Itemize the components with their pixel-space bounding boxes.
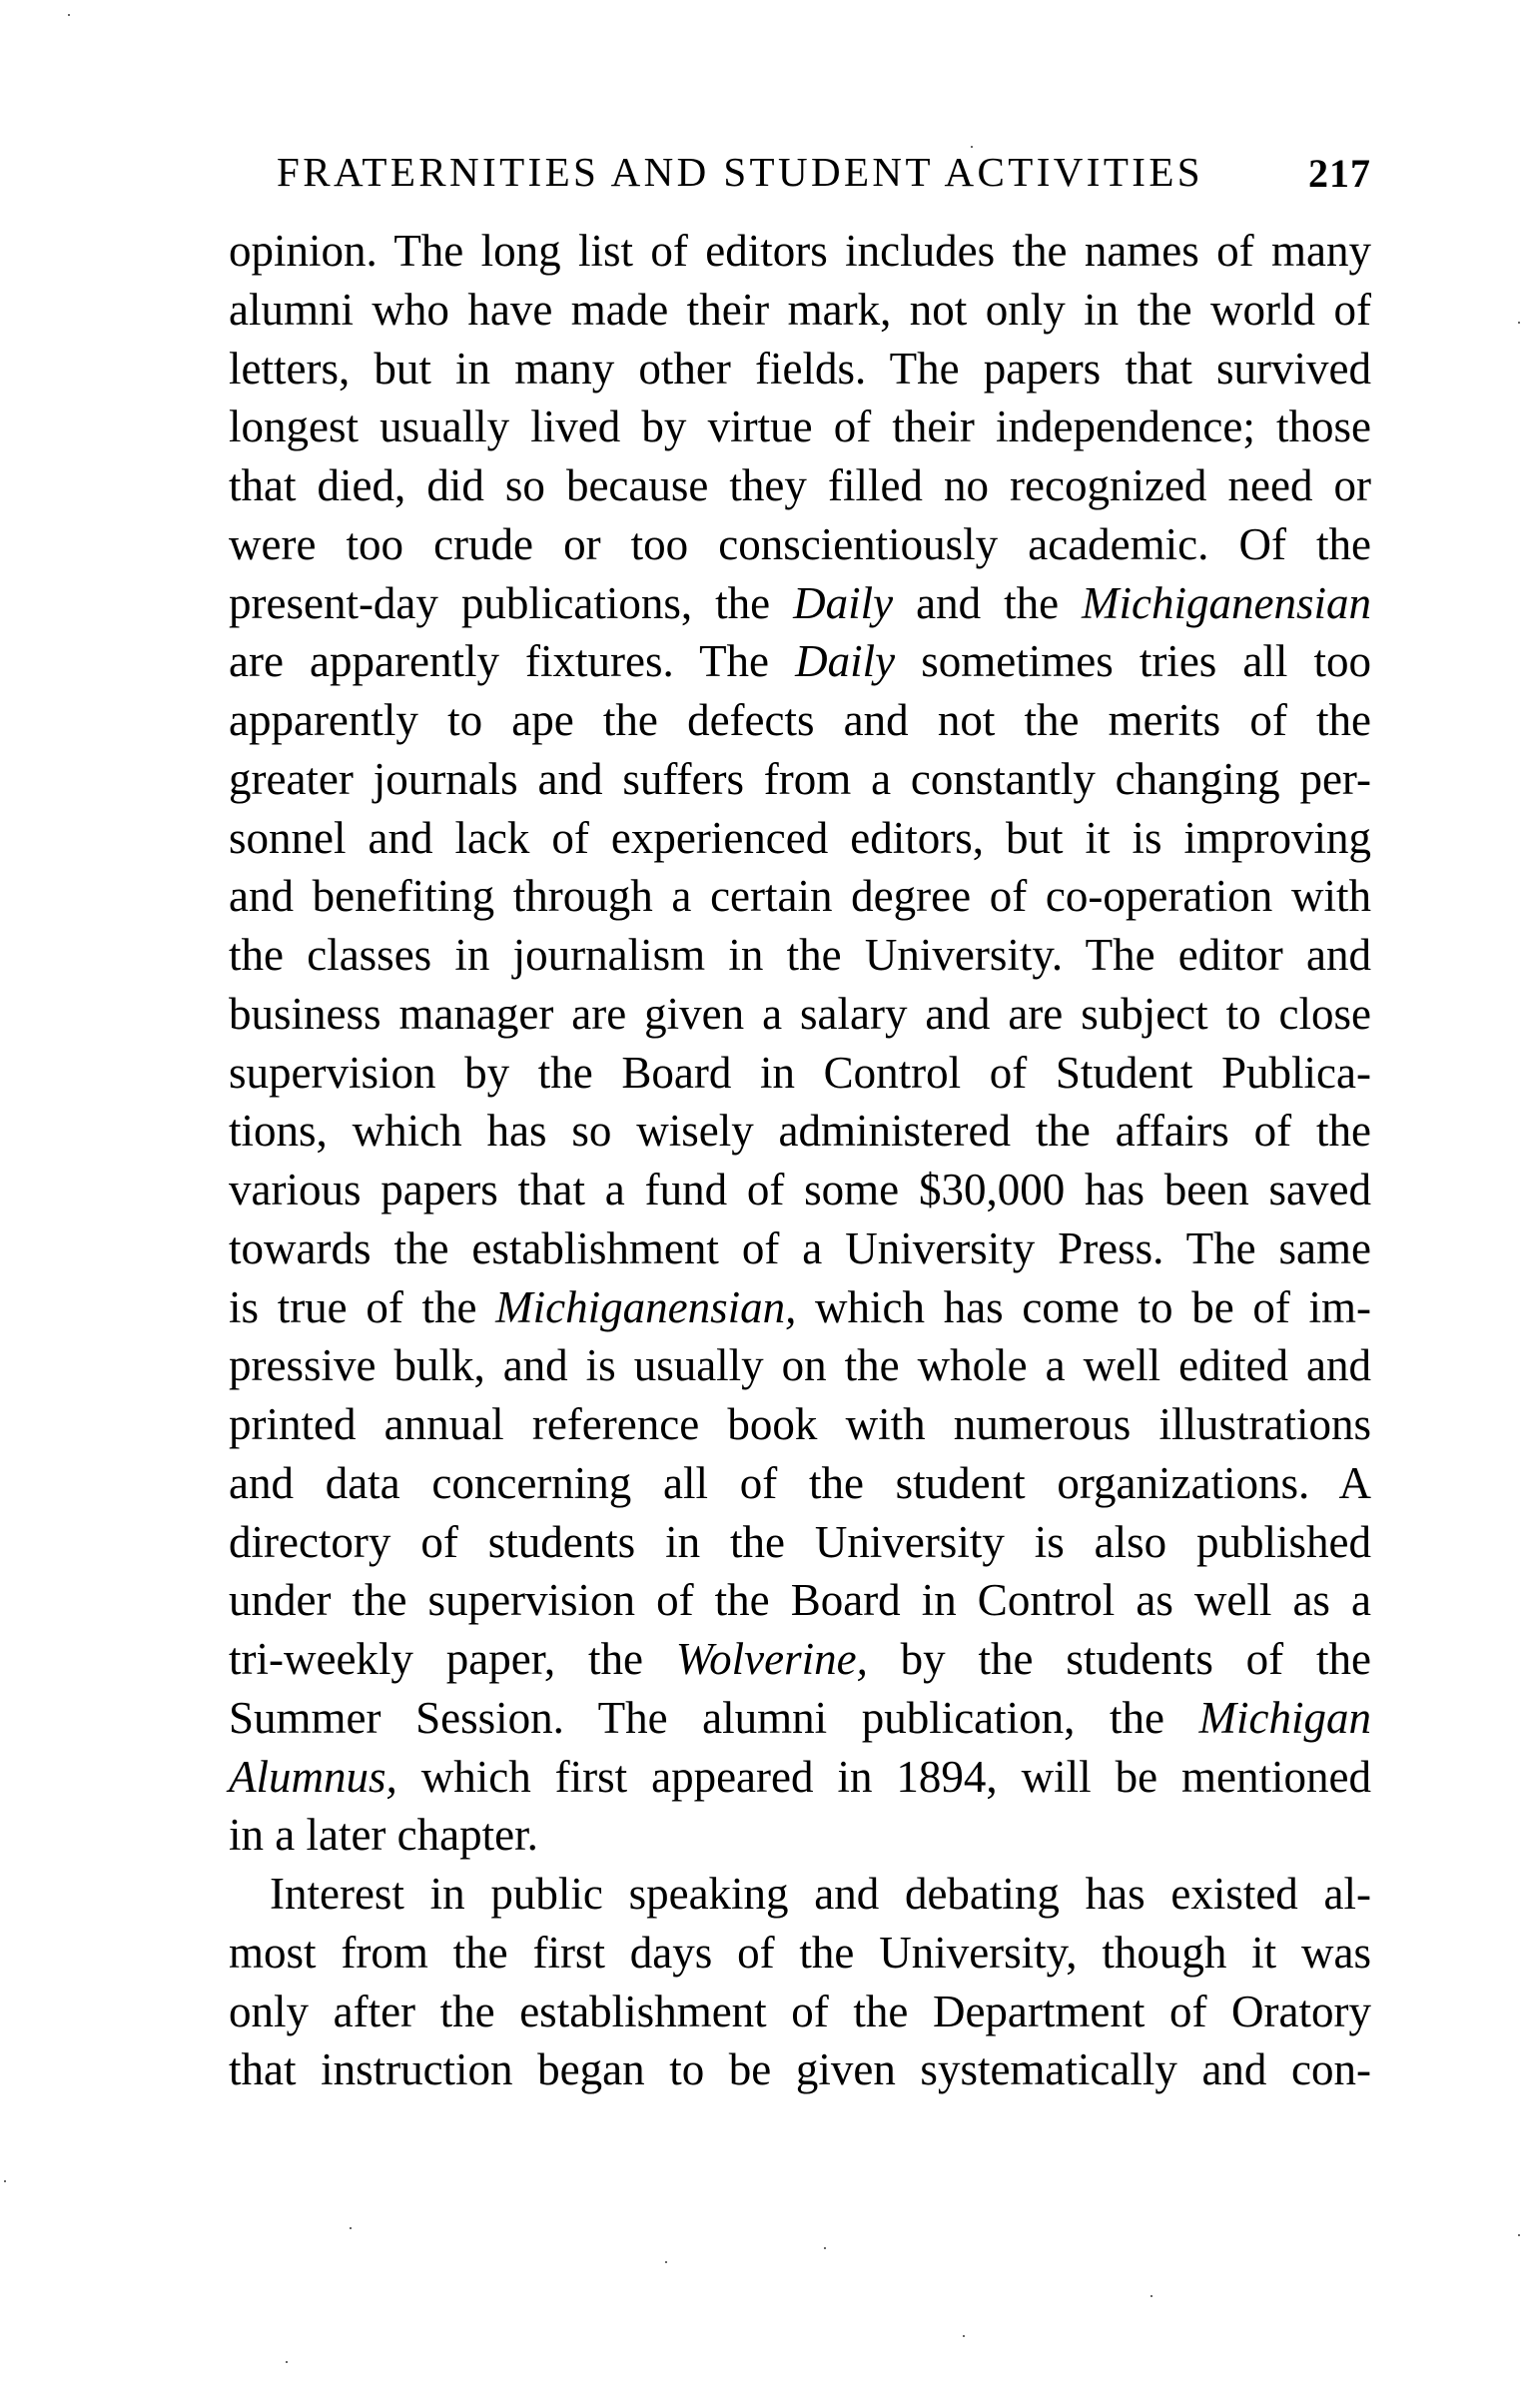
scan-speck (971, 146, 973, 148)
text-run: apparently to ape the defects and not the merits of the (229, 695, 1371, 745)
running-head (277, 146, 1371, 198)
text-run: supervision by the Board in Control of Student Publica- (229, 1047, 1371, 1098)
text-run: the classes in journalism in the University. The editor and (229, 930, 1371, 980)
text-line (229, 691, 1371, 750)
text-run: are apparently fixtures. The (229, 636, 796, 687)
text-line (229, 1161, 1371, 1219)
text-line (229, 1219, 1371, 1278)
italic-title: Michiganensian, (495, 1281, 797, 1332)
running-head-title: FRATERNITIES AND STUDENT ACTIVITIES (277, 149, 1203, 195)
italic-title: Daily (793, 577, 894, 628)
text-line (229, 1454, 1371, 1513)
text-line (229, 1336, 1371, 1395)
scan-speck (350, 2227, 352, 2229)
italic-title: Daily (795, 636, 896, 687)
text-line (229, 1395, 1371, 1454)
scan-speck (286, 2361, 288, 2363)
text-run: sonnel and lack of experienced editors, but it is improving (229, 812, 1371, 863)
text-run: greater journals and suffers from a constantly changing per- (229, 753, 1371, 804)
text-line (229, 1278, 1371, 1337)
text-line (229, 1865, 1371, 1924)
scan-speck (963, 2335, 965, 2337)
text-line (229, 1689, 1371, 1748)
text-run: tions, which has so wisely administered the affairs of the (229, 1106, 1371, 1157)
text-line (229, 222, 1371, 281)
scan-speck (4, 2180, 6, 2182)
text-line (229, 1748, 1371, 1807)
text-run: Interest in public speaking and debating has existed al- (270, 1869, 1371, 1919)
text-run: and the (893, 577, 1083, 628)
text-run: tri-weekly paper, the (229, 1634, 676, 1684)
text-line (229, 1102, 1371, 1161)
text-line (229, 398, 1371, 456)
text-run: alumni who have made their mark, not only in the world of (229, 284, 1371, 335)
text-line (229, 1924, 1371, 1983)
text-run: which has come to be of im- (796, 1281, 1372, 1332)
text-run: by the students of the (867, 1634, 1371, 1684)
text-run: various papers that a fund of some $30,000 has been saved (229, 1165, 1371, 1214)
text-line (229, 515, 1371, 574)
text-run: which first appeared in 1894, will be mentioned (396, 1751, 1371, 1802)
text-line (229, 809, 1371, 868)
scan-speck (824, 2247, 826, 2249)
text-line (229, 281, 1371, 340)
text-run: and benefiting through a certain degree of co-operation with (229, 871, 1371, 922)
scan-speck (665, 2261, 667, 2263)
text-line (229, 1806, 1371, 1865)
text-run: and data concerning all of the student organizations. A (229, 1457, 1371, 1508)
italic-title: Michigan (1198, 1692, 1371, 1743)
text-run: in a later chapter. (229, 1810, 538, 1861)
text-run: longest usually lived by virtue of their independence; those (229, 401, 1371, 452)
text-line (229, 2040, 1371, 2099)
scan-speck (68, 14, 70, 16)
text-run: pressive bulk, and is usually on the whole a well edited and (229, 1340, 1371, 1391)
text-line (229, 1044, 1371, 1103)
italic-title: Alumnus, (229, 1751, 397, 1802)
text-run: under the supervision of the Board in Control as well as a (229, 1575, 1371, 1626)
scan-speck (1150, 2295, 1152, 2297)
italic-title: Michiganensian (1082, 577, 1371, 628)
text-run: printed annual reference book with numerous illustrations (229, 1399, 1371, 1449)
text-line (229, 1513, 1371, 1572)
text-run: business manager are given a salary and are subject to close (229, 988, 1371, 1039)
body-text (229, 222, 1371, 2099)
text-line (229, 340, 1371, 399)
text-run: letters, but in many other fields. The papers that survived (229, 343, 1371, 394)
text-line (229, 1630, 1371, 1689)
text-line (229, 632, 1371, 691)
text-run: opinion. The long list of editors includes the names of many (229, 226, 1371, 276)
text-run: most from the first days of the University, though it was (229, 1927, 1371, 1978)
text-run: were too crude or too conscientiously academic. Of the (229, 518, 1371, 569)
text-run: directory of students in the University is also published (229, 1516, 1371, 1567)
text-run: Summer Session. The alumni publication, the (229, 1692, 1199, 1743)
text-line (229, 574, 1371, 633)
text-run: is true of the (229, 1281, 496, 1332)
text-line (229, 1983, 1371, 2041)
page-number: 217 (1308, 151, 1371, 196)
italic-title: Wolverine, (675, 1634, 868, 1684)
text-line (229, 1571, 1371, 1630)
text-run: present-day publications, the (229, 577, 794, 628)
text-run: that instruction began to be given systematically and con- (229, 2044, 1371, 2095)
text-line (229, 985, 1371, 1044)
scan-speck (1518, 2234, 1520, 2236)
text-line (229, 750, 1371, 809)
text-run: towards the establishment of a University Press. The same (229, 1222, 1371, 1273)
scan-speck (1518, 322, 1520, 324)
text-line (229, 867, 1371, 926)
text-run: that died, did so because they filled no recognized need or (229, 460, 1371, 510)
text-line (229, 456, 1371, 515)
paragraph (229, 1865, 1371, 2099)
text-line (229, 926, 1371, 985)
paragraph (229, 222, 1371, 1865)
text-run: sometimes tries all too (895, 636, 1371, 687)
text-run: only after the establishment of the Department of Oratory (229, 1986, 1371, 2036)
